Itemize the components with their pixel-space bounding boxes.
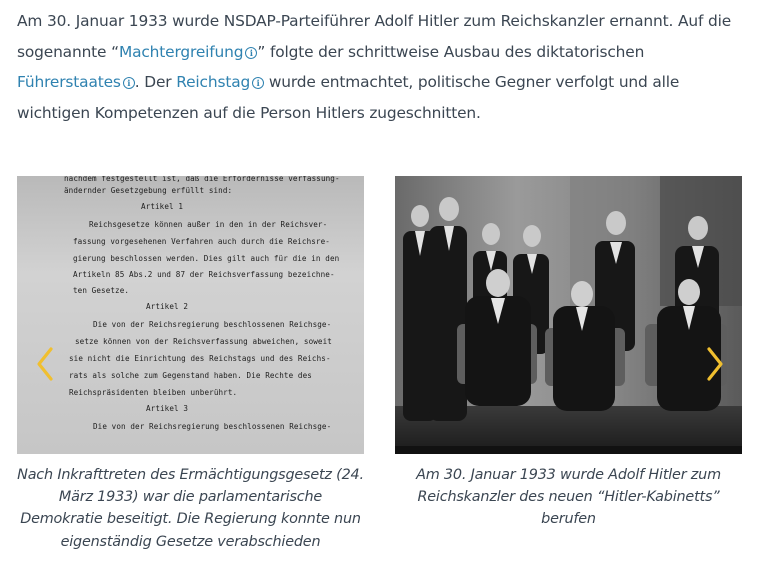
link-fuehrerstaat[interactable]: Führerstaates (17, 73, 121, 91)
document-line: Artikel 1 (141, 202, 184, 211)
intro-paragraph (17, 6, 752, 128)
chevron-right-icon[interactable] (706, 346, 724, 386)
document-line: rats als solche zum Gegenstand haben. Die Rechte des (69, 371, 312, 380)
document-text (17, 176, 364, 454)
image-caption: Nach Inkrafttreten des Ermächtigungsgesetz (24. März 1933) war die parlamentarische Demokratie beseitigt. Die Regierung konnte nun eigenständig Gesetze verabschieden (17, 467, 364, 550)
gallery-item-document (17, 176, 364, 553)
document-line: Artikeln 85 Abs.2 und 87 der Reichsverfassung bezeichne- (73, 270, 335, 279)
cabinet-photo-illustration (395, 176, 742, 454)
intro-text-part4: wurde entmachtet, politische Gegner verfolgt und alle wichtigen Kompetenzen auf die Person Hitlers zugeschnitten. (17, 73, 680, 122)
document-line: Artikel 3 (146, 404, 189, 413)
intro-text (17, 6, 752, 128)
cabinet-photo[interactable] (395, 176, 742, 454)
intro-text-part3: . Der (134, 73, 177, 91)
document-line: fassung vorgesehenen Verfahren auch durch die Reichsre- (73, 237, 330, 246)
document-image[interactable] (17, 176, 364, 454)
link-machtergreifung[interactable]: Machtergreifung (118, 42, 244, 61)
document-line: ten Gesetze. (73, 286, 130, 295)
intro-text-part2: ” folgte der schrittweise Ausbau des diktatorischen (257, 42, 645, 61)
info-icon[interactable]: i (123, 77, 135, 89)
gallery-item-photo (395, 176, 742, 531)
document-line: Reichsgesetze können außer in den in der Reichsver- (89, 220, 328, 229)
document-line: nachdem festgestellt ist, daß die Erfordernisse verfassung- (64, 176, 340, 183)
document-line: sie nicht die Einrichtung des Reichstags und des Reichs- (69, 354, 331, 363)
document-line: Artikel 2 (146, 302, 189, 311)
image-caption: Am 30. Januar 1933 wurde Adolf Hitler zum Reichskanzler des neuen “Hitler-Kabinetts” berufen (416, 467, 721, 528)
document-line: ändernder Gesetzgebung erfüllt sind: (64, 186, 233, 195)
chevron-left-icon[interactable] (36, 346, 54, 386)
document-line: gierung beschlossen werden. Dies gilt auch für die in den (73, 254, 340, 263)
info-icon[interactable]: i (252, 77, 264, 89)
info-icon[interactable]: i (245, 47, 257, 59)
link-reichstag[interactable]: Reichstag (176, 73, 251, 91)
intro-text-part1: Am 30. Januar 1933 wurde NSDAP-Parteiführer Adolf Hitler zum Reichskanzler ernannt. Auf die sogenannte “ (17, 12, 732, 61)
document-line: setze können von der Reichsverfassung abweichen, soweit (75, 337, 332, 346)
document-line: Die von der Reichsregierung beschlossenen Reichsge- (93, 320, 332, 329)
document-line: Reichspräsidenten bleiben unberührt. (69, 388, 238, 397)
document-line: Die von der Reichsregierung beschlossenen Reichsge- (93, 422, 332, 431)
